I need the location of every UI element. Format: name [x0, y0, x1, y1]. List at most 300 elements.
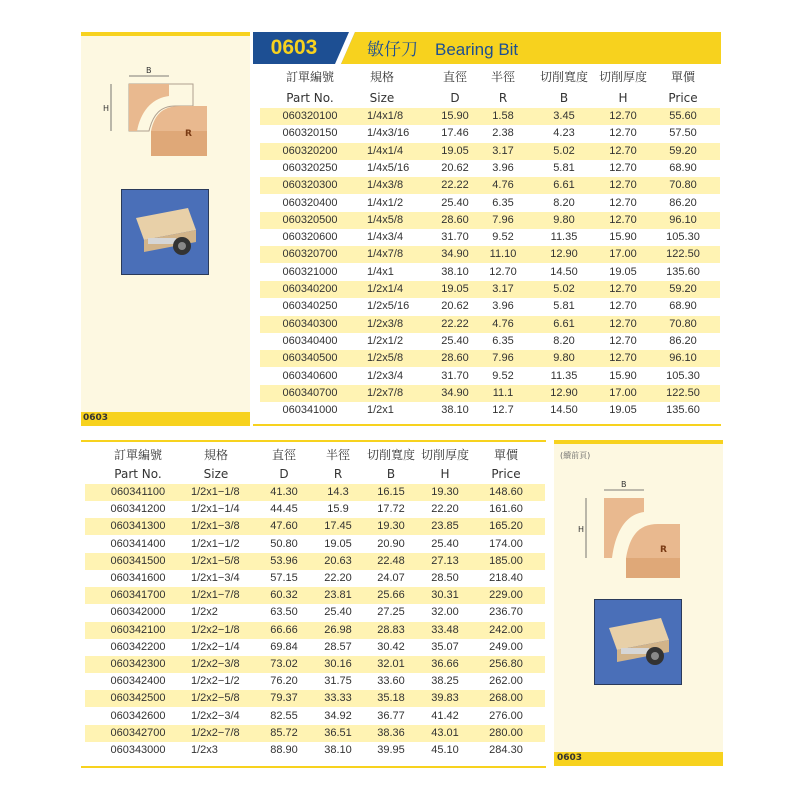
table-cell: 1/2x2−3/8 [191, 658, 240, 670]
col-head-zh: 單價 [670, 70, 695, 84]
table-row [260, 143, 720, 160]
table-cell: 256.80 [489, 658, 523, 670]
table-row [260, 212, 720, 229]
table-cell: 060341700 [110, 589, 166, 602]
table-cell: 1/2x3/4 [367, 369, 404, 382]
col-head-en: D [450, 91, 460, 105]
table-cell: 12.70 [609, 127, 637, 140]
table-cell: 284.30 [489, 744, 523, 756]
table-cell: 96.10 [669, 213, 697, 226]
table-cell: 165.20 [489, 520, 523, 533]
table-row [260, 264, 720, 281]
table-cell: 1/4x7/8 [367, 248, 404, 261]
table-cell: 060321000 [282, 265, 338, 278]
table-cell: 25.66 [377, 589, 405, 602]
side-panel-bottom [554, 444, 723, 752]
product-photo [121, 189, 209, 275]
table-cell: 276.00 [489, 709, 523, 722]
table-cell: 060342200 [110, 640, 166, 653]
table-cell: 060341000 [282, 404, 338, 417]
table-cell: 32.01 [377, 658, 405, 670]
table-cell: 19.30 [377, 520, 405, 533]
table-cell: 060342300 [110, 658, 166, 670]
table-cell: 060340700 [282, 386, 338, 399]
table-cell: 17.46 [441, 127, 469, 140]
table-cell: 53.96 [270, 554, 298, 567]
table-cell: 24.07 [377, 572, 405, 584]
table-cell: 38.10 [324, 744, 352, 756]
table-cell: 23.85 [431, 520, 459, 533]
table-cell: 122.50 [666, 386, 700, 399]
diagram-label-h: H [578, 525, 585, 534]
table-row [85, 570, 545, 587]
table-cell: 14.3 [327, 486, 349, 498]
table-cell: 82.55 [270, 709, 298, 722]
table-cell: 86.20 [669, 334, 697, 347]
table-cell: 174.00 [489, 537, 523, 550]
table-cell: 36.77 [377, 709, 405, 722]
table-cell: 33.33 [324, 692, 352, 705]
diagram-label-r: R [660, 545, 667, 555]
table-cell: 060320250 [282, 161, 338, 174]
table-cell: 1/2x7/8 [367, 386, 404, 399]
table-cell: 14.50 [550, 265, 578, 278]
table-cell: 50.80 [270, 537, 298, 550]
table-cell: 1/2x3 [191, 744, 218, 756]
col-head-en: R [498, 91, 508, 105]
col-head-en: H [618, 91, 628, 105]
table-cell: 12.90 [550, 248, 578, 261]
table-cell: 15.90 [609, 231, 637, 244]
diagram-label-b: B [146, 66, 152, 75]
table-row [260, 160, 720, 177]
table-cell: 25.40 [324, 606, 352, 619]
table-cell: 12.70 [609, 352, 637, 365]
table-cell: 41.30 [270, 486, 298, 498]
bottom-table-bottom-rule [81, 766, 546, 768]
table-cell: 1/2x2 [191, 606, 218, 619]
table-row [260, 316, 720, 333]
col-head-zh: 切削厚度 [420, 448, 469, 462]
table-cell: 59.20 [669, 144, 697, 157]
table-cell: 060341600 [110, 572, 166, 584]
table-cell: 11.35 [550, 231, 578, 244]
table-cell: 11.35 [550, 369, 578, 382]
table-cell: 12.7 [492, 404, 514, 417]
table-cell: 32.00 [431, 606, 459, 619]
table-cell: 70.80 [669, 317, 697, 330]
table-cell: 41.42 [431, 709, 459, 722]
table-cell: 3.17 [492, 144, 514, 157]
table-cell: 68.90 [669, 300, 697, 313]
table-row [260, 368, 720, 385]
table-cell: 44.45 [270, 503, 298, 516]
col-head-zh: 半徑 [325, 448, 350, 462]
table-cell: 242.00 [489, 623, 523, 636]
table-row [85, 518, 545, 535]
table-cell: 17.00 [609, 386, 637, 399]
table-cell: 33.60 [377, 675, 405, 688]
table-cell: 060320150 [282, 127, 338, 140]
table-cell: 28.60 [441, 352, 469, 365]
table-row [85, 690, 545, 707]
table-row [85, 604, 545, 621]
table-cell: 36.51 [324, 726, 352, 739]
table-row [260, 402, 720, 419]
table-row [260, 281, 720, 298]
col-head-zh: 規格 [369, 70, 394, 84]
table-cell: 218.40 [489, 572, 523, 584]
table-row [260, 229, 720, 246]
table-cell: 17.72 [377, 503, 405, 516]
table-cell: 060340600 [282, 369, 338, 382]
price-table-bottom [85, 446, 545, 766]
table-cell: 39.83 [431, 692, 459, 705]
diagram-label-b: B [621, 480, 627, 489]
table-cell: 060341200 [110, 503, 166, 516]
table-cell: 060340500 [282, 352, 338, 365]
table-row [85, 725, 545, 742]
table-cell: 39.95 [377, 744, 405, 756]
table-cell: 060342000 [110, 606, 166, 619]
col-head-zh: 單價 [493, 448, 518, 462]
table-cell: 36.66 [431, 658, 459, 670]
table-cell: 1/2x2−1/2 [191, 675, 240, 688]
table-cell: 22.48 [377, 554, 405, 567]
diagram-label-h: H [103, 104, 110, 113]
price-table-top [260, 68, 720, 428]
table-cell: 1/2x1−1/4 [191, 503, 240, 516]
table-cell: 1/2x1/4 [367, 283, 404, 295]
table-row [260, 125, 720, 142]
header-code: 0603 [270, 36, 318, 59]
table-cell: 43.01 [431, 726, 459, 739]
table-cell: 4.76 [492, 317, 514, 330]
table-cell: 6.61 [553, 179, 575, 192]
table-cell: 19.05 [441, 144, 469, 157]
table-row [260, 385, 720, 402]
table-cell: 1/4x1 [367, 265, 394, 278]
table-cell: 34.90 [441, 248, 469, 261]
table-cell: 1/2x1−3/4 [191, 572, 240, 584]
table-cell: 31.70 [441, 231, 469, 244]
table-cell: 268.00 [489, 692, 523, 705]
table-cell: 25.40 [441, 334, 469, 347]
table-cell: 1/4x3/4 [367, 231, 404, 244]
col-head-zh: 半徑 [490, 70, 515, 84]
table-cell: 105.30 [666, 231, 700, 244]
table-cell: 1/2x2−5/8 [191, 692, 240, 705]
table-cell: 12.70 [609, 144, 637, 157]
table-cell: 060320100 [282, 110, 338, 122]
table-cell: 12.70 [609, 317, 637, 330]
table-cell: 135.60 [666, 404, 700, 417]
table-cell: 2.38 [492, 127, 514, 140]
table-cell: 148.60 [489, 486, 523, 498]
col-head-zh: 訂單編號 [285, 70, 334, 84]
table-cell: 5.02 [553, 283, 575, 295]
table-cell: 060340400 [282, 334, 338, 347]
table-cell: 1/2x5/8 [367, 352, 404, 365]
continued-note: (續前頁) [560, 451, 591, 460]
table-cell: 1/4x3/8 [367, 179, 404, 192]
table-row [85, 501, 545, 518]
table-cell: 6.61 [553, 317, 575, 330]
col-head-zh: 切削厚度 [598, 70, 647, 84]
table-cell: 6.35 [492, 334, 514, 347]
table-cell: 33.48 [431, 623, 459, 636]
table-cell: 7.96 [492, 352, 514, 365]
table-cell: 060342600 [110, 709, 166, 722]
col-head-zh: 直徑 [271, 448, 296, 462]
table-row [260, 350, 720, 367]
table-row [260, 333, 720, 350]
product-photo [594, 599, 682, 685]
table-row [85, 553, 545, 570]
table-cell: 1/2x1−1/8 [191, 486, 240, 498]
table-cell: 88.90 [270, 744, 298, 756]
table-row [85, 656, 545, 673]
table-cell: 12.70 [609, 196, 637, 209]
table-row [260, 177, 720, 194]
side-panel-top [81, 36, 250, 412]
table-row [85, 639, 545, 656]
table-cell: 1/4x5/16 [367, 161, 410, 174]
table-cell: 060343000 [110, 744, 166, 756]
table-cell: 12.70 [489, 265, 517, 278]
table-cell: 9.52 [492, 369, 514, 382]
table-cell: 12.70 [609, 213, 637, 226]
table-cell: 23.81 [324, 589, 352, 602]
col-head-en: Price [491, 467, 521, 481]
table-cell: 5.81 [553, 300, 575, 313]
table-row [85, 673, 545, 690]
table-cell: 28.83 [377, 623, 405, 636]
table-cell: 060342100 [110, 623, 166, 636]
table-cell: 060320600 [282, 231, 338, 244]
table-cell: 17.00 [609, 248, 637, 261]
col-head-en: Price [668, 91, 698, 105]
table-cell: 22.22 [441, 317, 469, 330]
table-cell: 262.00 [489, 675, 523, 688]
table-cell: 55.60 [669, 110, 697, 122]
table-cell: 3.96 [492, 161, 514, 174]
table-row [85, 708, 545, 725]
page-tag: 0603 [557, 753, 583, 763]
table-cell: 76.20 [270, 675, 298, 688]
table-cell: 79.37 [270, 692, 298, 705]
col-head-en: B [559, 91, 569, 105]
table-cell: 15.9 [327, 503, 349, 516]
table-cell: 1/4x3/16 [367, 127, 410, 140]
top-table-bottom-rule [253, 424, 721, 426]
table-cell: 70.80 [669, 179, 697, 192]
table-cell: 12.70 [609, 300, 637, 313]
table-cell: 249.00 [489, 640, 523, 653]
table-row [260, 108, 720, 125]
table-cell: 122.50 [666, 248, 700, 261]
col-head-zh: 訂單編號 [113, 448, 162, 462]
table-row [85, 587, 545, 604]
col-head-en: Part No. [286, 91, 334, 105]
table-cell: 060340300 [282, 317, 338, 330]
table-cell: 35.18 [377, 692, 405, 705]
table-cell: 38.10 [441, 265, 469, 278]
col-head-en: R [333, 467, 343, 481]
table-cell: 60.32 [270, 589, 298, 602]
table-row [85, 536, 545, 553]
table-cell: 9.80 [553, 213, 575, 226]
col-head-en: B [386, 467, 396, 481]
table-cell: 229.00 [489, 589, 523, 602]
table-cell: 5.81 [553, 161, 575, 174]
table-row [85, 622, 545, 639]
table-cell: 68.90 [669, 161, 697, 174]
table-cell: 73.02 [270, 658, 298, 670]
table-cell: 28.50 [431, 572, 459, 584]
table-cell: 060340200 [282, 283, 338, 295]
table-cell: 30.16 [324, 658, 352, 670]
table-cell: 1/2x1 [367, 404, 394, 417]
table-cell: 3.45 [553, 110, 575, 122]
table-cell: 1/2x1−1/2 [191, 537, 240, 550]
table-cell: 34.90 [441, 386, 469, 399]
table-cell: 38.25 [431, 675, 459, 688]
table-cell: 20.62 [441, 300, 469, 313]
table-cell: 8.20 [553, 196, 575, 209]
col-head-en: Part No. [114, 467, 162, 481]
table-row [260, 195, 720, 212]
table-cell: 19.05 [441, 283, 469, 295]
col-head-zh: 直徑 [442, 70, 467, 84]
table-cell: 22.20 [431, 503, 459, 516]
table-cell: 19.05 [609, 265, 637, 278]
col-head-zh: 切削寬度 [539, 70, 588, 84]
table-cell: 060341400 [110, 537, 166, 550]
table-cell: 060342400 [110, 675, 166, 688]
table-cell: 17.45 [324, 520, 352, 533]
table-cell: 96.10 [669, 352, 697, 365]
table-cell: 20.62 [441, 161, 469, 174]
col-head-zh: 規格 [203, 448, 228, 462]
table-cell: 1/4x1/8 [367, 110, 404, 122]
table-cell: 1/2x1/2 [367, 334, 404, 347]
table-cell: 236.70 [489, 606, 523, 619]
table-cell: 14.50 [550, 404, 578, 417]
table-cell: 16.15 [377, 486, 405, 498]
table-cell: 185.00 [489, 554, 523, 567]
col-head-en: Size [369, 91, 395, 105]
header-title: 敏仔刀 Bearing Bit [367, 40, 519, 59]
table-cell: 12.70 [609, 161, 637, 174]
table-cell: 1/2x2−3/4 [191, 709, 240, 722]
table-cell: 19.30 [431, 486, 459, 498]
table-cell: 38.36 [377, 726, 405, 739]
col-head-en: D [279, 467, 289, 481]
table-cell: 11.10 [489, 248, 517, 261]
table-cell: 15.90 [609, 369, 637, 382]
table-cell: 25.40 [431, 537, 459, 550]
table-cell: 1/4x5/8 [367, 213, 404, 226]
table-cell: 3.17 [492, 283, 514, 295]
table-cell: 47.60 [270, 520, 298, 533]
table-cell: 27.13 [431, 554, 459, 567]
profile-diagram [554, 478, 723, 588]
table-cell: 060320200 [282, 144, 338, 157]
table-cell: 20.63 [324, 554, 352, 567]
table-cell: 12.70 [609, 334, 637, 347]
table-cell: 060341300 [110, 520, 166, 533]
table-cell: 69.84 [270, 640, 298, 653]
table-cell: 060320400 [282, 196, 338, 209]
table-cell: 060342700 [110, 726, 166, 739]
table-cell: 9.80 [553, 352, 575, 365]
table-cell: 85.72 [270, 726, 298, 739]
table-cell: 5.02 [553, 144, 575, 157]
table-cell: 060340250 [282, 300, 338, 313]
table-cell: 060341100 [110, 486, 166, 498]
table-cell: 060342500 [110, 692, 166, 705]
table-cell: 59.20 [669, 283, 697, 295]
table-cell: 19.05 [324, 537, 352, 550]
table-cell: 1/2x2−1/8 [191, 623, 240, 636]
table-cell: 35.07 [431, 640, 459, 653]
table-cell: 6.35 [492, 196, 514, 209]
table-cell: 22.20 [324, 572, 352, 584]
col-head-zh: 切削寬度 [366, 448, 415, 462]
table-cell: 28.57 [324, 640, 352, 653]
table-cell: 1/2x1−3/8 [191, 520, 240, 533]
table-cell: 1/2x3/8 [367, 317, 404, 330]
table-row [260, 246, 720, 263]
diagram-label-r: R [185, 129, 192, 139]
table-cell: 22.22 [441, 179, 469, 192]
table-cell: 26.98 [324, 623, 352, 636]
table-cell: 45.10 [431, 744, 459, 756]
table-cell: 63.50 [270, 606, 298, 619]
table-cell: 12.90 [550, 386, 578, 399]
table-cell: 060320300 [282, 179, 338, 192]
bottom-table-top-rule [81, 440, 546, 442]
table-cell: 30.31 [431, 589, 459, 602]
table-cell: 105.30 [666, 369, 700, 382]
table-cell: 1/2x1−7/8 [191, 589, 240, 602]
table-cell: 12.70 [609, 179, 637, 192]
table-cell: 4.76 [492, 179, 514, 192]
table-cell: 1.58 [492, 110, 514, 122]
table-cell: 1/4x1/2 [367, 196, 404, 209]
table-cell: 20.90 [377, 537, 405, 550]
table-cell: 86.20 [669, 196, 697, 209]
table-cell: 12.70 [609, 110, 637, 122]
table-cell: 19.05 [609, 404, 637, 417]
table-cell: 15.90 [441, 110, 469, 122]
table-cell: 66.66 [270, 623, 298, 636]
table-cell: 11.1 [492, 386, 514, 399]
table-cell: 30.42 [377, 640, 405, 653]
table-cell: 060320700 [282, 248, 338, 261]
table-cell: 8.20 [553, 334, 575, 347]
table-cell: 280.00 [489, 726, 523, 739]
table-row [85, 742, 545, 759]
table-cell: 1/2x5/16 [367, 300, 410, 313]
table-cell: 1/2x1−5/8 [191, 554, 240, 567]
table-cell: 38.10 [441, 404, 469, 417]
page-tag: 0603 [83, 413, 109, 423]
table-cell: 27.25 [377, 606, 405, 619]
table-cell: 3.96 [492, 300, 514, 313]
header-slash [335, 32, 355, 64]
